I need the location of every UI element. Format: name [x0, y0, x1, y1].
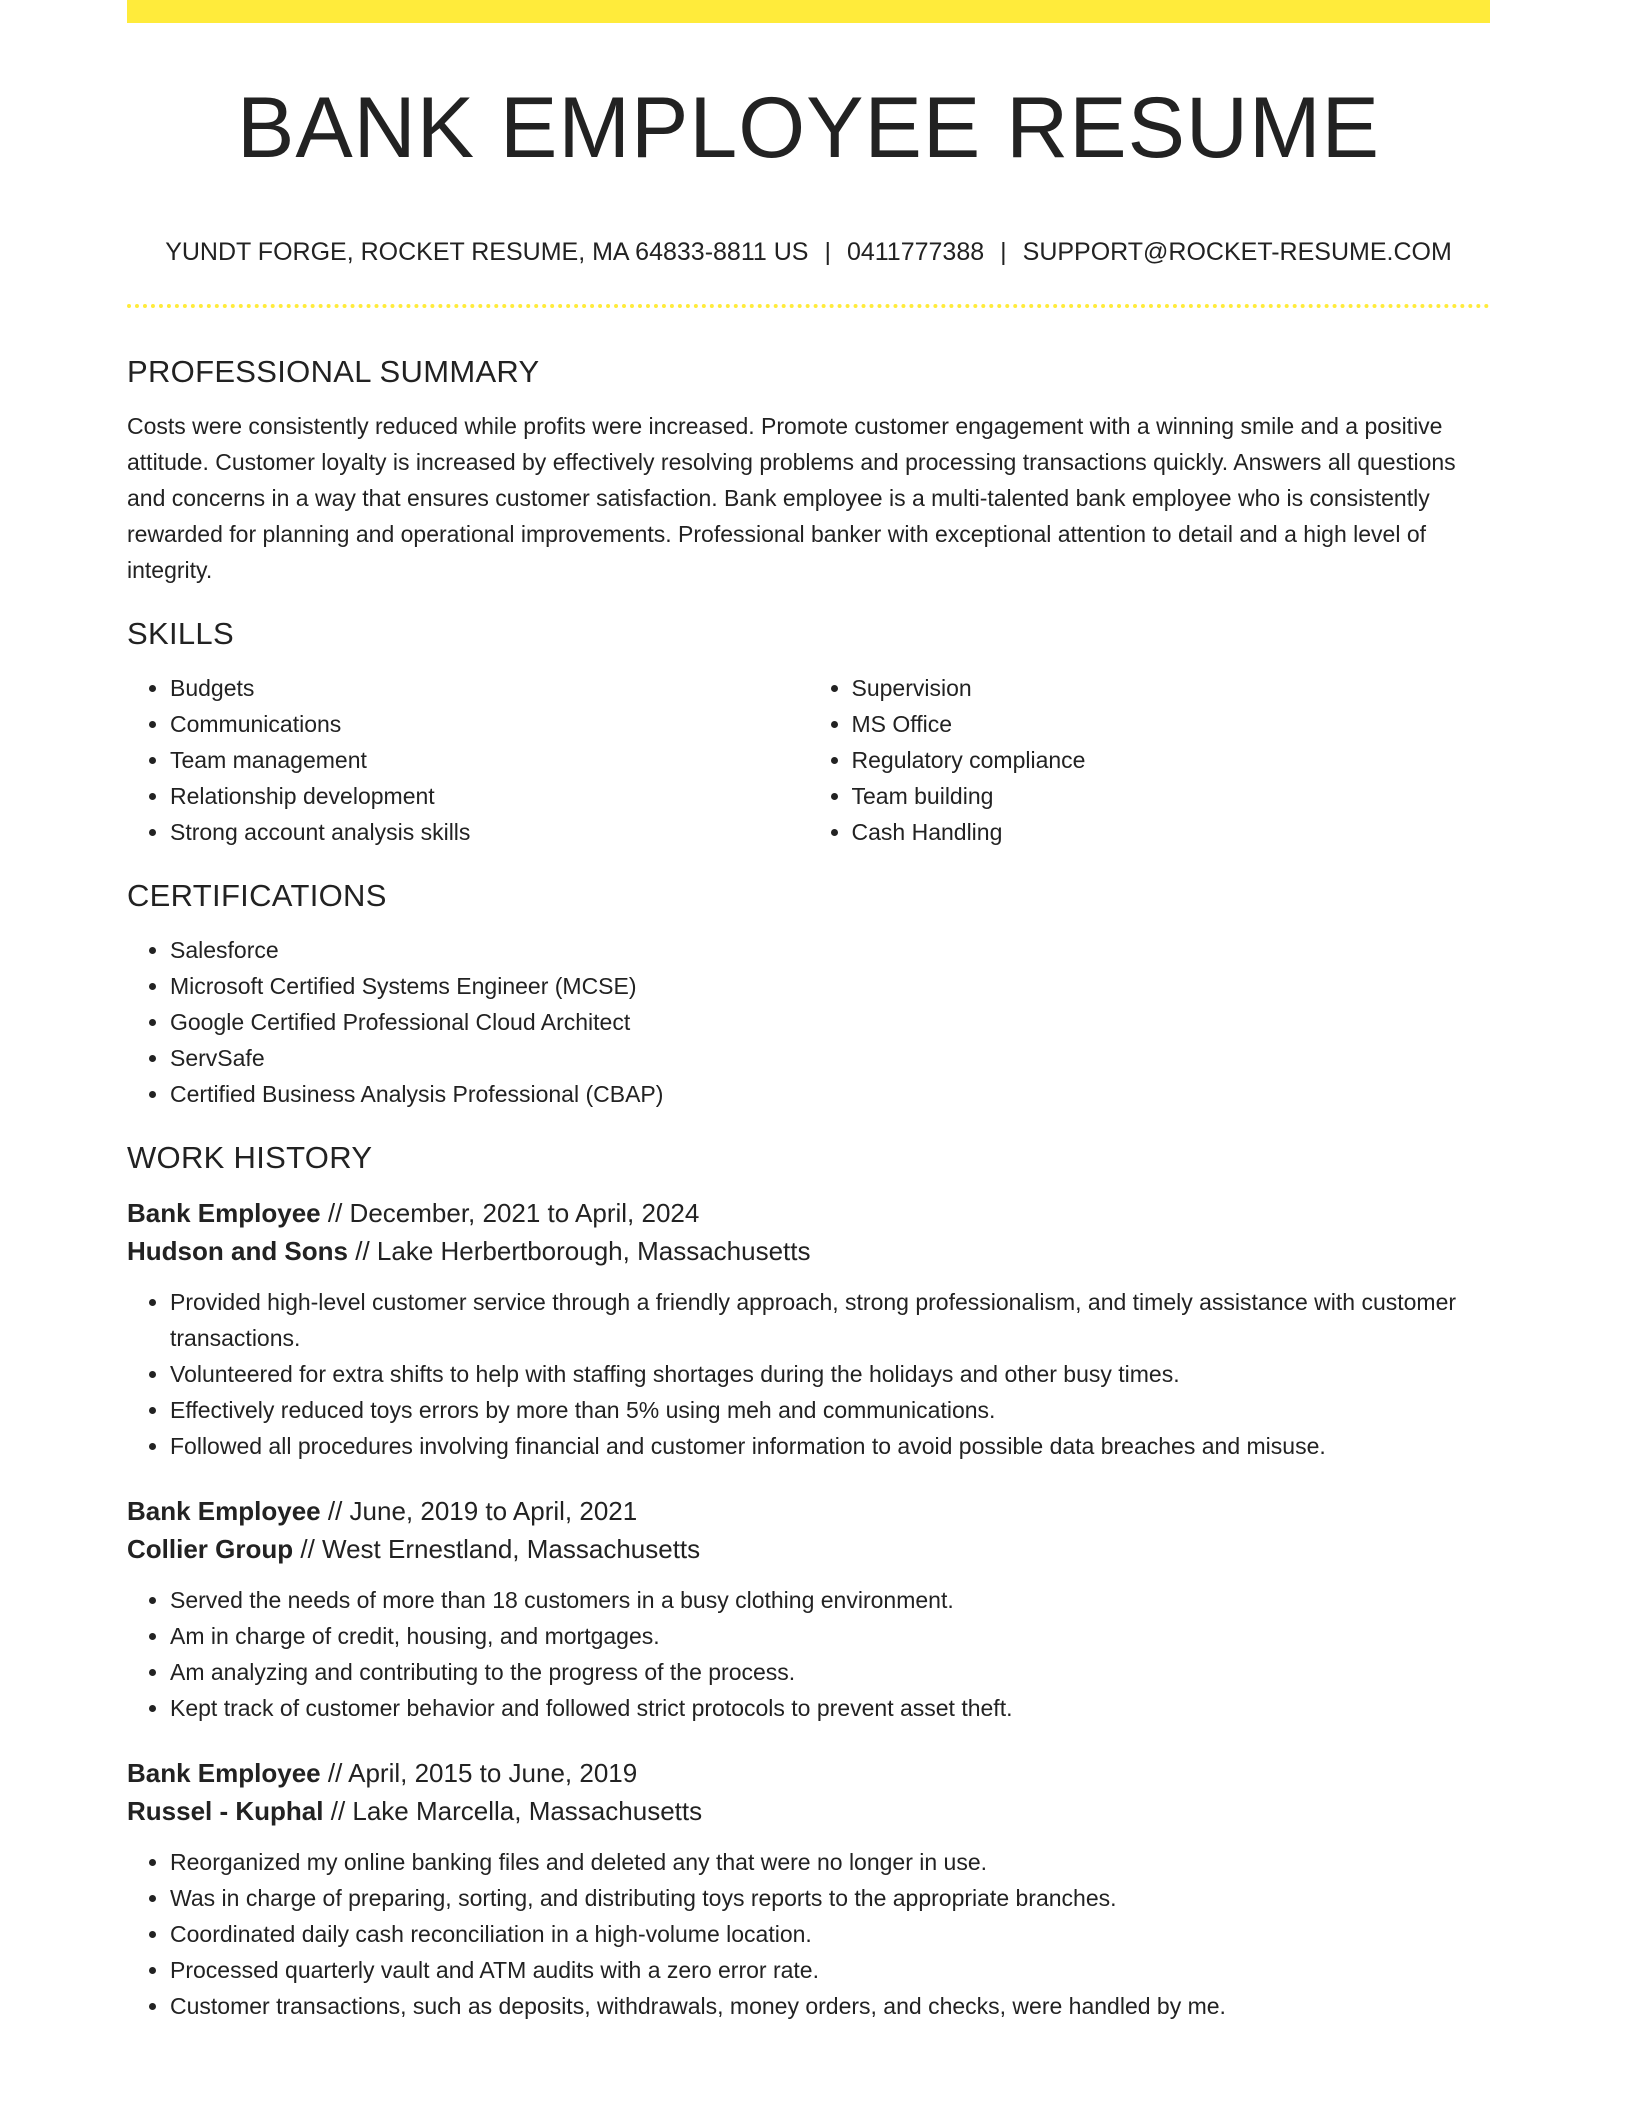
job-bullets: [127, 1582, 1490, 1726]
job-bullet: • Volunteered for extra shifts to help with staffing shortages during the holidays and other busy times.: [170, 1356, 1490, 1392]
summary-section: [127, 350, 1490, 588]
skill-item: • Regulatory compliance: [852, 742, 1491, 778]
job-bullet: • Provided high-level customer service through a friendly approach, strong professionalism, and timely assistance with customer transactions.: [170, 1284, 1490, 1356]
summary-text: Costs were consistently reduced while profits were increased. Promote customer engagement with a winning smile and a positive attitude. Customer loyalty is increased by effectively resolving problems and processing transactions quickly. Answers all questions and concerns in a way that ensures customer satisfaction. Bank employee is a multi-talented bank employee who is consistently rewarded for planning and operational improvements. Professional banker with exceptional attention to detail and a high level of integrity.: [127, 413, 1456, 583]
certification-item: • Certified Business Analysis Professional (CBAP): [170, 1076, 1490, 1112]
job-dates: // June, 2019 to April, 2021: [327, 1496, 638, 1526]
skill-item: • Budgets: [170, 670, 809, 706]
job-bullet: • Effectively reduced toys errors by more than 5% using meh and communications.: [170, 1392, 1490, 1428]
job-bullet: • Kept track of customer behavior and followed strict protocols to prevent asset theft.: [170, 1690, 1490, 1726]
contact-email: SUPPORT@ROCKET-RESUME.COM: [1022, 238, 1452, 266]
skill-item: • Team building: [852, 778, 1491, 814]
contact-separator: |: [824, 238, 831, 266]
job-bullet: • Processed quarterly vault and ATM audits with a zero error rate.: [170, 1952, 1490, 1988]
summary-heading: PROFESSIONAL SUMMARY: [127, 354, 540, 389]
skills-list-left: [127, 670, 809, 850]
job-location: // Lake Herbertborough, Massachusetts: [355, 1236, 811, 1266]
skill-item: • Supervision: [852, 670, 1491, 706]
job-bullets: [127, 1844, 1490, 2024]
job-bullet: • Am analyzing and contributing to the progress of the process.: [170, 1654, 1490, 1690]
skill-item: • Cash Handling: [852, 814, 1491, 850]
job-bullet: • Am in charge of credit, housing, and mortgages.: [170, 1618, 1490, 1654]
contact-phone: 0411777388: [846, 238, 985, 266]
contact-line: [127, 234, 1490, 270]
job-role: Bank Employee: [127, 1758, 321, 1788]
skill-item: • Team management: [170, 742, 809, 778]
job-role: Bank Employee: [127, 1496, 321, 1526]
skill-item: • MS Office: [852, 706, 1491, 742]
job-company-line: [127, 1792, 1490, 1830]
job-location: // West Ernestland, Massachusetts: [300, 1534, 701, 1564]
skills-section: [127, 612, 1490, 850]
job-bullet: • Coordinated daily cash reconciliation in a high-volume location.: [170, 1916, 1490, 1952]
job-title-line: [127, 1754, 1490, 1792]
skills-grid: [127, 670, 1490, 850]
job-company: Collier Group: [127, 1534, 294, 1564]
job-company-line: [127, 1232, 1490, 1270]
accent-top-bar: [127, 0, 1490, 23]
certification-item: • Google Certified Professional Cloud Architect: [170, 1004, 1490, 1040]
job-bullet: • Was in charge of preparing, sorting, and distributing toys reports to the appropriate branches.: [170, 1880, 1490, 1916]
certification-item: • ServSafe: [170, 1040, 1490, 1076]
skill-item: • Relationship development: [170, 778, 809, 814]
job-bullet: • Reorganized my online banking files and deleted any that were no longer in use.: [170, 1844, 1490, 1880]
dotted-divider: [127, 304, 1490, 308]
certifications-list: [127, 932, 1490, 1112]
skill-item: • Strong account analysis skills: [170, 814, 809, 850]
work-history-heading: WORK HISTORY: [127, 1140, 373, 1175]
job-entry: [127, 1492, 1490, 1726]
skill-item: • Communications: [170, 706, 809, 742]
contact-address: YUNDT FORGE, ROCKET RESUME, MA 64833-8811 US: [165, 238, 809, 266]
job-title-line: [127, 1492, 1490, 1530]
job-bullet: • Followed all procedures involving financial and customer information to avoid possible data breaches and misuse.: [170, 1428, 1490, 1464]
certifications-heading: CERTIFICATIONS: [127, 878, 387, 913]
job-title-line: [127, 1194, 1490, 1232]
resume-sections: [127, 350, 1490, 2024]
job-bullet: • Customer transactions, such as deposits, withdrawals, money orders, and checks, were handled by me.: [170, 1988, 1490, 2024]
job-dates: // April, 2015 to June, 2019: [327, 1758, 638, 1788]
job-bullet: • Served the needs of more than 18 customers in a busy clothing environment.: [170, 1582, 1490, 1618]
job-company: Hudson and Sons: [127, 1236, 348, 1266]
skills-list-right: [809, 670, 1491, 850]
work-history-section: [127, 1136, 1490, 2024]
job-company: Russel - Kuphal: [127, 1796, 324, 1826]
job-bullets: [127, 1284, 1490, 1464]
job-role: Bank Employee: [127, 1198, 321, 1228]
contact-separator: |: [1000, 238, 1007, 266]
job-entry: [127, 1754, 1490, 2024]
certification-item: • Salesforce: [170, 932, 1490, 968]
certification-item: • Microsoft Certified Systems Engineer (MCSE): [170, 968, 1490, 1004]
job-company-line: [127, 1530, 1490, 1568]
resume-title: BANK EMPLOYEE RESUME: [236, 80, 1381, 176]
job-entry: [127, 1194, 1490, 1464]
job-location: // Lake Marcella, Massachusetts: [330, 1796, 703, 1826]
certifications-section: [127, 874, 1490, 1112]
job-dates: // December, 2021 to April, 2024: [327, 1198, 700, 1228]
skills-heading: SKILLS: [127, 616, 234, 651]
